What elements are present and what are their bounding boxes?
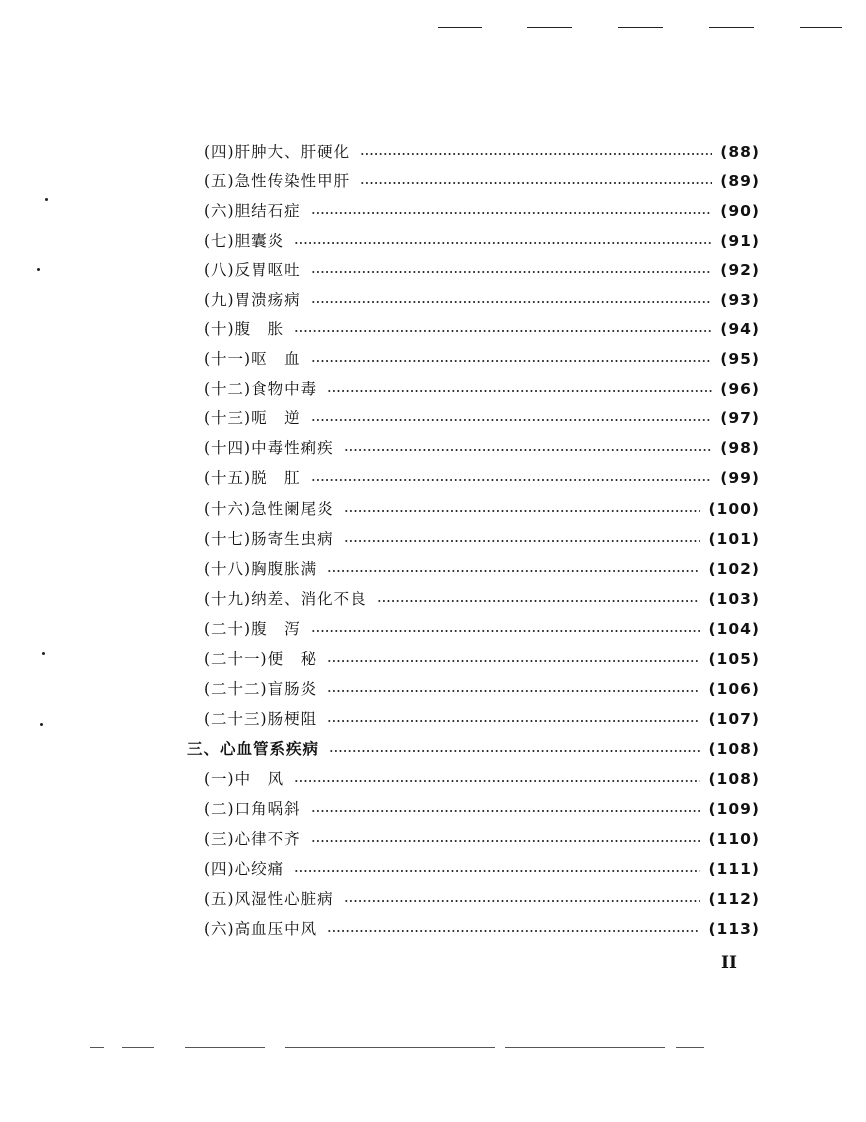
toc-entry[interactable] <box>204 797 760 821</box>
toc-entry-page: (110) <box>708 830 760 848</box>
toc-entry-page: (91) <box>720 232 760 250</box>
scan-speck <box>42 652 45 655</box>
toc-entry-label: (十五)脱 肛 <box>204 469 301 487</box>
toc-entry-page: (102) <box>708 560 760 578</box>
top-rule <box>527 27 572 28</box>
toc-entry-label: (十四)中毒性痢疾 <box>204 439 334 457</box>
toc-entry-label: (十二)食物中毒 <box>204 380 318 398</box>
toc-entry[interactable] <box>204 617 760 641</box>
toc-entry-page: (108) <box>708 740 760 758</box>
toc-entry-label: (三)心律不齐 <box>204 830 301 848</box>
toc-entry-label: (十一)呕 血 <box>204 350 301 368</box>
toc-entry[interactable] <box>204 497 760 521</box>
dot-leader <box>344 449 713 451</box>
toc-entry[interactable] <box>204 677 760 701</box>
toc-entry-page: (104) <box>708 620 760 638</box>
dot-leader <box>311 479 713 481</box>
dot-leader <box>327 930 700 932</box>
toc-entry[interactable] <box>204 229 760 253</box>
top-rule <box>438 27 482 28</box>
toc-entry-label: (十七)肠寄生虫病 <box>204 530 334 548</box>
toc-entry[interactable] <box>204 377 760 401</box>
toc-entry-page: (99) <box>720 469 760 487</box>
scan-line <box>505 1047 665 1048</box>
scan-line <box>285 1047 495 1048</box>
toc-entry-label: (五)急性传染性甲肝 <box>204 172 351 190</box>
toc-entry-page: (107) <box>708 710 760 728</box>
toc-entry-page: (113) <box>708 920 760 938</box>
dot-leader <box>344 540 701 542</box>
toc-entry-page: (101) <box>708 530 760 548</box>
scan-line <box>676 1047 704 1048</box>
dot-leader <box>311 360 713 362</box>
toc-entry-label: (一)中 风 <box>204 770 285 788</box>
dot-leader <box>294 780 700 782</box>
toc-entry[interactable] <box>204 258 760 282</box>
dot-leader <box>294 242 712 244</box>
toc-entry-page: (88) <box>720 143 760 161</box>
toc-entry-page: (112) <box>708 890 760 908</box>
toc-entry-page: (92) <box>720 261 760 279</box>
toc-entry-page: (94) <box>720 320 760 338</box>
toc-entry-page: (103) <box>708 590 760 608</box>
dot-leader <box>311 301 713 303</box>
toc-entry-label: (四)心绞痛 <box>204 860 285 878</box>
scan-line <box>122 1047 154 1048</box>
dot-leader <box>327 720 700 722</box>
toc-entry-label: (二十三)肠梗阻 <box>204 710 318 728</box>
toc-entry-label: (十三)呃 逆 <box>204 409 301 427</box>
toc-entry-page: (111) <box>708 860 760 878</box>
toc-entry-page: (93) <box>720 291 760 309</box>
toc-entry-label: (六)高血压中风 <box>204 920 318 938</box>
toc-entry-page: (98) <box>720 439 760 457</box>
toc-entry-label: (二十二)盲肠炎 <box>204 680 318 698</box>
toc-entry[interactable] <box>204 406 760 430</box>
toc-entry-page: (109) <box>708 800 760 818</box>
toc-entry-label: (二十)腹 泻 <box>204 620 301 638</box>
toc-entry[interactable] <box>204 466 760 490</box>
scan-speck <box>37 268 40 271</box>
toc-entry-label: (四)肝肿大、肝硬化 <box>204 143 351 161</box>
dot-leader <box>294 870 700 872</box>
dot-leader <box>329 750 700 752</box>
dot-leader <box>327 690 700 692</box>
toc-entry[interactable] <box>204 140 760 164</box>
toc-entry-label: (十)腹 胀 <box>204 320 285 338</box>
dot-leader <box>311 840 701 842</box>
dot-leader <box>311 419 713 421</box>
dot-leader <box>344 510 701 512</box>
top-rule <box>709 27 754 28</box>
toc-entry[interactable] <box>204 767 760 791</box>
toc-entry-page: (97) <box>720 409 760 427</box>
toc-entry-page: (105) <box>708 650 760 668</box>
toc-entry-page: (100) <box>708 500 760 518</box>
dot-leader <box>327 390 712 392</box>
toc-entry[interactable] <box>204 436 760 460</box>
dot-leader <box>294 330 712 332</box>
toc-entry-page: (96) <box>720 380 760 398</box>
dot-leader <box>360 153 712 155</box>
toc-entry-label: (九)胃溃疡病 <box>204 291 301 309</box>
dot-leader <box>311 212 713 214</box>
dot-leader <box>311 630 701 632</box>
top-rule <box>618 27 663 28</box>
toc-entry[interactable] <box>204 647 760 671</box>
scan-line <box>185 1047 265 1048</box>
toc-entry[interactable] <box>204 199 760 223</box>
dot-leader <box>327 660 700 662</box>
toc-entry[interactable] <box>204 917 760 941</box>
toc-entry-page: (89) <box>720 172 760 190</box>
toc-entry[interactable] <box>204 827 760 851</box>
toc-entry-page: (95) <box>720 350 760 368</box>
toc-entry-label: (六)胆结石症 <box>204 202 301 220</box>
toc-entry-page: (108) <box>708 770 760 788</box>
dot-leader <box>311 810 701 812</box>
scan-speck <box>40 723 43 726</box>
toc-entry-label: (十六)急性阑尾炎 <box>204 500 334 518</box>
dot-leader <box>377 600 701 602</box>
toc-entry-label: (八)反胃呕吐 <box>204 261 301 279</box>
scan-speck <box>45 198 48 201</box>
dot-leader <box>360 182 712 184</box>
toc-entry-label: (五)风湿性心脏病 <box>204 890 334 908</box>
toc-entry-label: (七)胆囊炎 <box>204 232 285 250</box>
toc-entry-page: (90) <box>720 202 760 220</box>
toc-entry[interactable] <box>204 169 760 193</box>
toc-entry[interactable] <box>204 317 760 341</box>
toc-entry-label: (二十一)便 秘 <box>204 650 318 668</box>
toc-entry[interactable] <box>204 347 760 371</box>
toc-entry[interactable] <box>204 527 760 551</box>
toc-entry[interactable] <box>204 557 760 581</box>
toc-entry-label: (十八)胸腹胀满 <box>204 560 318 578</box>
toc-entry-page: (106) <box>708 680 760 698</box>
top-rule <box>800 27 842 28</box>
dot-leader <box>311 271 713 273</box>
toc-entry[interactable] <box>204 288 760 312</box>
dot-leader <box>327 570 700 572</box>
toc-entry-label: 三、心血管系疾病 <box>187 739 320 758</box>
toc-entry[interactable] <box>204 587 760 611</box>
toc-entry[interactable] <box>204 707 760 731</box>
scan-line <box>90 1047 104 1048</box>
toc-entry-label: (二)口角㖞斜 <box>204 800 301 818</box>
toc-entry[interactable] <box>204 887 760 911</box>
toc-section-heading[interactable] <box>187 737 760 761</box>
page-number: II <box>721 953 737 973</box>
dot-leader <box>344 900 701 902</box>
toc-entry[interactable] <box>204 857 760 881</box>
toc-entry-label: (十九)纳差、消化不良 <box>204 590 367 608</box>
